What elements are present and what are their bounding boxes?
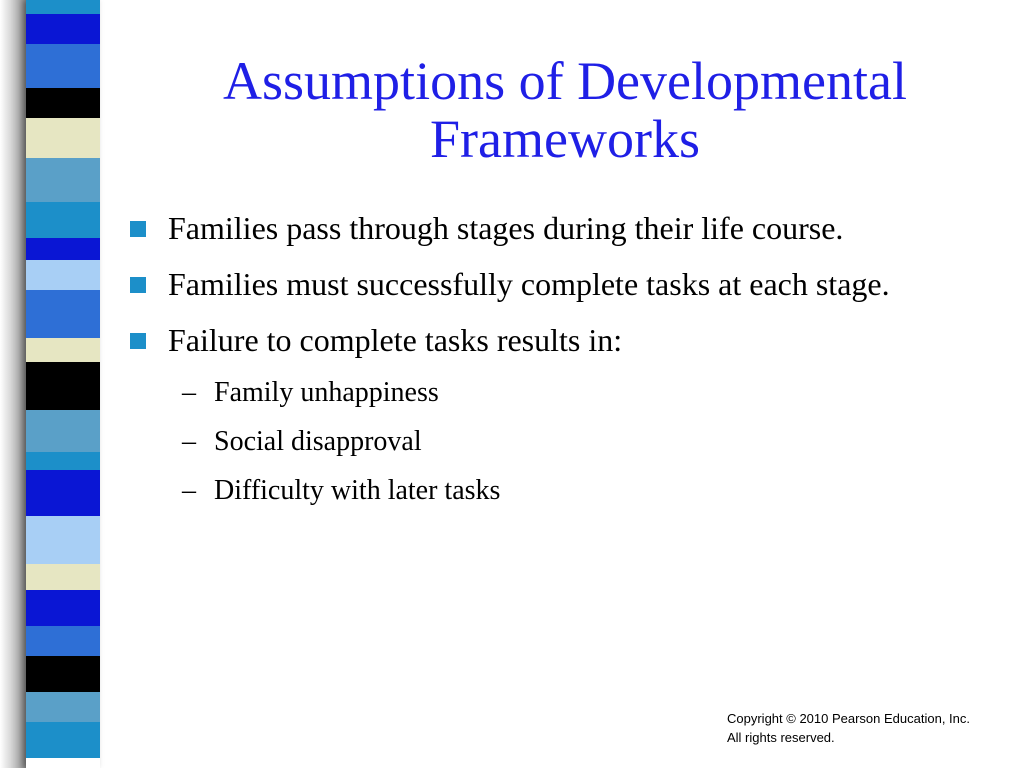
stripe-segment — [26, 470, 100, 516]
stripe-segment — [26, 590, 100, 626]
stripe-segment — [26, 338, 100, 362]
stripe-segment — [26, 14, 100, 44]
stripe-segment — [26, 88, 100, 118]
stripe-segment — [26, 452, 100, 470]
stripe-segment — [26, 722, 100, 758]
stripe-segment — [26, 118, 100, 158]
stripe-segment — [26, 44, 100, 88]
stripe-segment — [26, 0, 100, 14]
stripe-segment — [26, 158, 100, 202]
copyright-notice — [727, 709, 1017, 747]
sub-bullet-text: Family unhappiness — [214, 377, 439, 408]
stripe-segment — [26, 202, 100, 238]
stripe-segment — [26, 692, 100, 722]
sub-bullet-item — [168, 466, 990, 515]
sub-bullet-list — [168, 368, 990, 515]
dash-marker: – — [182, 426, 196, 457]
rights-line: All rights reserved. — [727, 730, 835, 745]
stripe-segment — [26, 516, 100, 564]
decorative-color-stripe — [26, 0, 100, 768]
stripe-segment — [26, 290, 100, 338]
sub-bullet-item — [168, 368, 990, 417]
bullet-square-icon — [130, 221, 146, 237]
bullet-square-icon — [130, 277, 146, 293]
sub-bullet-text: Social disapproval — [214, 426, 422, 457]
bullet-item — [130, 205, 990, 252]
bullet-square-icon — [130, 333, 146, 349]
decorative-stripe-shadow — [0, 0, 26, 768]
bullet-text: Failure to complete tasks results in: — [168, 322, 623, 358]
bullet-item — [130, 317, 990, 515]
stripe-segment — [26, 656, 100, 692]
sub-bullet-text: Difficulty with later tasks — [214, 475, 501, 506]
copyright-line: Copyright © 2010 Pearson Education, Inc. — [727, 711, 971, 726]
dash-marker: – — [182, 377, 196, 408]
bullet-text: Families must successfully complete tasks at each stage. — [168, 266, 890, 302]
stripe-segment — [26, 410, 100, 452]
stripe-segment — [26, 238, 100, 260]
bullet-text: Families pass through stages during their life course. — [168, 210, 844, 246]
stripe-segment — [26, 362, 100, 410]
stripe-segment — [26, 626, 100, 656]
stripe-segment — [26, 260, 100, 290]
slide-title: Assumptions of Developmental Frameworks — [223, 51, 907, 169]
stripe-segment — [26, 564, 100, 590]
sub-bullet-item — [168, 417, 990, 466]
bullet-list — [130, 205, 990, 524]
dash-marker: – — [182, 475, 196, 506]
bullet-item — [130, 261, 990, 308]
